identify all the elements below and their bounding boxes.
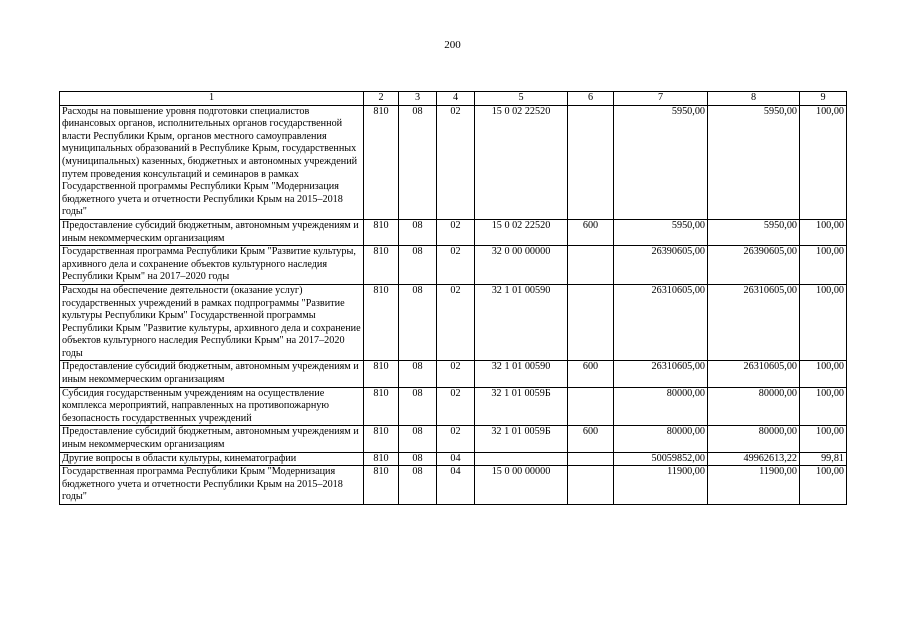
- expense-name-cell: Предоставление субсидий бюджетным, автономным учреждениям и иным некоммерческим организациям: [60, 361, 364, 387]
- target-article-cell: 32 0 00 00000: [475, 246, 568, 285]
- percent-cell: 99,81: [800, 452, 847, 466]
- expense-name-cell: Государственная программа Республики Крым "Развитие культуры, архивного дела и сохранение объектов культурного наследия Республики Крым" на 2017–2020 годы: [60, 246, 364, 285]
- subsection-code-cell: 02: [437, 105, 475, 219]
- column-header: 9: [800, 92, 847, 106]
- expense-type-cell: [568, 452, 614, 466]
- percent-cell: 100,00: [800, 219, 847, 245]
- section-code-cell: 08: [399, 426, 437, 452]
- percent-cell: 100,00: [800, 426, 847, 452]
- table-row: [60, 246, 847, 285]
- expense-type-cell: 600: [568, 426, 614, 452]
- percent-cell: 100,00: [800, 284, 847, 361]
- subsection-code-cell: 02: [437, 387, 475, 426]
- percent-cell: 100,00: [800, 387, 847, 426]
- percent-cell: 100,00: [800, 361, 847, 387]
- column-header: 8: [708, 92, 800, 106]
- actual-amount-cell: 26310605,00: [708, 284, 800, 361]
- ministry-code-cell: 810: [364, 219, 399, 245]
- actual-amount-cell: 80000,00: [708, 426, 800, 452]
- expense-type-cell: 600: [568, 361, 614, 387]
- actual-amount-cell: 11900,00: [708, 466, 800, 505]
- ministry-code-cell: 810: [364, 452, 399, 466]
- subsection-code-cell: 02: [437, 426, 475, 452]
- column-header: 1: [60, 92, 364, 106]
- target-article-cell: 15 0 02 22520: [475, 105, 568, 219]
- table-row: [60, 105, 847, 219]
- expense-type-cell: [568, 284, 614, 361]
- target-article-cell: 32 1 01 0059Б: [475, 426, 568, 452]
- percent-cell: 100,00: [800, 105, 847, 219]
- table-row: [60, 387, 847, 426]
- table-row: [60, 426, 847, 452]
- ministry-code-cell: 810: [364, 246, 399, 285]
- actual-amount-cell: 5950,00: [708, 105, 800, 219]
- ministry-code-cell: 810: [364, 426, 399, 452]
- section-code-cell: 08: [399, 246, 437, 285]
- table-header-row: [60, 92, 847, 106]
- section-code-cell: 08: [399, 466, 437, 505]
- table-row: [60, 361, 847, 387]
- column-header: 4: [437, 92, 475, 106]
- expense-name-cell: Расходы на повышение уровня подготовки специалистов финансовых органов, исполнительных органов государственной власти Республики Крым, органов местного самоуправления муниципальных образований в Республике Крым, государственных (муниципальных) казенных, бюджетных и автономных учреждений путем проведения консультаций и семинаров в рамках Государственной программы Республики Крым "Модернизация бюджетного учета и отчетности Республики Крым на 2015–2018 годы": [60, 105, 364, 219]
- column-header: 6: [568, 92, 614, 106]
- section-code-cell: 08: [399, 284, 437, 361]
- target-article-cell: 32 1 01 00590: [475, 284, 568, 361]
- expense-type-cell: [568, 387, 614, 426]
- planned-amount-cell: 11900,00: [614, 466, 708, 505]
- section-code-cell: 08: [399, 361, 437, 387]
- budget-table: [59, 91, 847, 505]
- target-article-cell: [475, 452, 568, 466]
- table-row: [60, 284, 847, 361]
- actual-amount-cell: 5950,00: [708, 219, 800, 245]
- subsection-code-cell: 02: [437, 246, 475, 285]
- subsection-code-cell: 02: [437, 284, 475, 361]
- column-header: 2: [364, 92, 399, 106]
- section-code-cell: 08: [399, 219, 437, 245]
- table-row: [60, 466, 847, 505]
- expense-name-cell: Предоставление субсидий бюджетным, автономным учреждениям и иным некоммерческим организациям: [60, 426, 364, 452]
- section-code-cell: 08: [399, 452, 437, 466]
- subsection-code-cell: 04: [437, 452, 475, 466]
- subsection-code-cell: 04: [437, 466, 475, 505]
- ministry-code-cell: 810: [364, 284, 399, 361]
- expense-type-cell: [568, 466, 614, 505]
- planned-amount-cell: 80000,00: [614, 387, 708, 426]
- planned-amount-cell: 50059852,00: [614, 452, 708, 466]
- ministry-code-cell: 810: [364, 361, 399, 387]
- column-header: 3: [399, 92, 437, 106]
- subsection-code-cell: 02: [437, 219, 475, 245]
- planned-amount-cell: 5950,00: [614, 219, 708, 245]
- table-row: [60, 452, 847, 466]
- percent-cell: 100,00: [800, 466, 847, 505]
- target-article-cell: 32 1 01 00590: [475, 361, 568, 387]
- actual-amount-cell: 80000,00: [708, 387, 800, 426]
- expense-name-cell: Государственная программа Республики Крым "Модернизация бюджетного учета и отчетности Республики Крым на 2015–2018 годы": [60, 466, 364, 505]
- section-code-cell: 08: [399, 387, 437, 426]
- planned-amount-cell: 26310605,00: [614, 284, 708, 361]
- expense-name-cell: Предоставление субсидий бюджетным, автономным учреждениям и иным некоммерческим организациям: [60, 219, 364, 245]
- target-article-cell: 32 1 01 0059Б: [475, 387, 568, 426]
- expense-name-cell: Субсидия государственным учреждениям на осуществление комплекса мероприятий, направленных на противопожарную безопасность государственных учреждений: [60, 387, 364, 426]
- ministry-code-cell: 810: [364, 105, 399, 219]
- expense-name-cell: Другие вопросы в области культуры, кинематографии: [60, 452, 364, 466]
- actual-amount-cell: 26310605,00: [708, 361, 800, 387]
- expense-type-cell: [568, 246, 614, 285]
- column-header: 7: [614, 92, 708, 106]
- actual-amount-cell: 49962613,22: [708, 452, 800, 466]
- planned-amount-cell: 80000,00: [614, 426, 708, 452]
- planned-amount-cell: 26390605,00: [614, 246, 708, 285]
- percent-cell: 100,00: [800, 246, 847, 285]
- table-row: [60, 219, 847, 245]
- section-code-cell: 08: [399, 105, 437, 219]
- page-number: 200: [444, 39, 461, 51]
- planned-amount-cell: 5950,00: [614, 105, 708, 219]
- expense-name-cell: Расходы на обеспечение деятельности (оказание услуг) государственных учреждений в рамках подпрограммы "Развитие культуры Республики Крым" Государственной программы Республики Крым "Развитие культуры, архивного дела и сохранение объектов культурного наследия Республики Крым" на 2017–2020 годы: [60, 284, 364, 361]
- planned-amount-cell: 26310605,00: [614, 361, 708, 387]
- actual-amount-cell: 26390605,00: [708, 246, 800, 285]
- target-article-cell: 15 0 00 00000: [475, 466, 568, 505]
- column-header: 5: [475, 92, 568, 106]
- target-article-cell: 15 0 02 22520: [475, 219, 568, 245]
- ministry-code-cell: 810: [364, 387, 399, 426]
- ministry-code-cell: 810: [364, 466, 399, 505]
- expense-type-cell: [568, 105, 614, 219]
- expense-type-cell: 600: [568, 219, 614, 245]
- subsection-code-cell: 02: [437, 361, 475, 387]
